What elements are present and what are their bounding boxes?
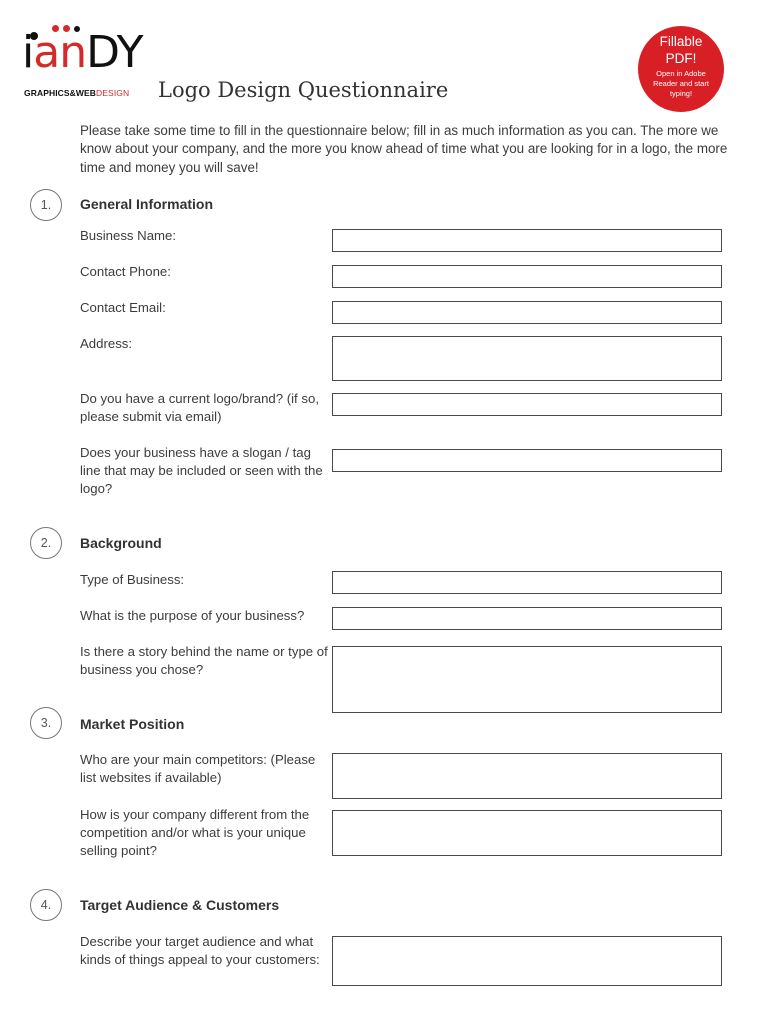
question-label: Business Name: <box>80 228 177 243</box>
section-number-badge: 3. <box>30 707 62 739</box>
contact-phone-field[interactable] <box>332 265 722 288</box>
business-purpose-field[interactable] <box>332 607 722 630</box>
business-story-field[interactable] <box>332 646 722 713</box>
target-audience-field[interactable] <box>332 936 722 986</box>
section-title: Market Position <box>80 716 185 732</box>
question-label: How is your company different from the competition and/or what is your unique selling point? <box>80 807 310 859</box>
current-logo-field[interactable] <box>332 393 722 416</box>
section-number-badge: 2. <box>30 527 62 559</box>
slogan-field[interactable] <box>332 449 722 472</box>
section-number-badge: 4. <box>30 889 62 921</box>
question-label: Address: <box>80 336 133 351</box>
logo-wordmark: ianDY <box>22 27 143 78</box>
question-label: What is the purpose of your business? <box>80 608 305 623</box>
business-type-field[interactable] <box>332 571 722 594</box>
question-label: Do you have a current logo/brand? (if so, please submit via email) <box>80 391 319 425</box>
question-label: Contact Phone: <box>80 264 171 279</box>
question-label: Does your business have a slogan / tag line that may be included or seen with the logo? <box>80 445 323 497</box>
question-label: Describe your target audience and what kinds of things appeal to your customers: <box>80 934 320 968</box>
section-title: General Information <box>80 196 214 212</box>
question-label: Contact Email: <box>80 300 166 315</box>
intro-paragraph: Please take some time to fill in the questionnaire below; fill in as much information as you can. The more we know about your company, and the more you know ahead of time what you are looking for in a logo, the more time and money you will save! <box>80 123 728 175</box>
contact-email-field[interactable] <box>332 301 722 324</box>
fillable-pdf-badge <box>638 26 724 112</box>
question-label: Type of Business: <box>80 572 185 587</box>
badge-line-2: PDF! <box>665 51 697 66</box>
brand-logo <box>22 22 142 102</box>
business-name-field[interactable] <box>332 229 722 252</box>
document-title: Logo Design Questionnaire <box>158 78 449 102</box>
badge-subtext: Open in Adobe Reader and start typing! <box>653 69 709 98</box>
unique-selling-point-field[interactable] <box>332 810 722 856</box>
badge-line-1: Fillable <box>659 34 703 49</box>
logo-tagline: GRAPHICS&WEBDESIGN <box>24 88 130 98</box>
section-title: Background <box>80 535 162 551</box>
section-number-badge: 1. <box>30 189 62 221</box>
question-label: Is there a story behind the name or type of business you chose? <box>80 644 328 678</box>
competitors-field[interactable] <box>332 753 722 799</box>
section-title: Target Audience & Customers <box>80 897 280 913</box>
question-label: Who are your main competitors: (Please list websites if available) <box>80 752 316 786</box>
address-field[interactable] <box>332 336 722 381</box>
